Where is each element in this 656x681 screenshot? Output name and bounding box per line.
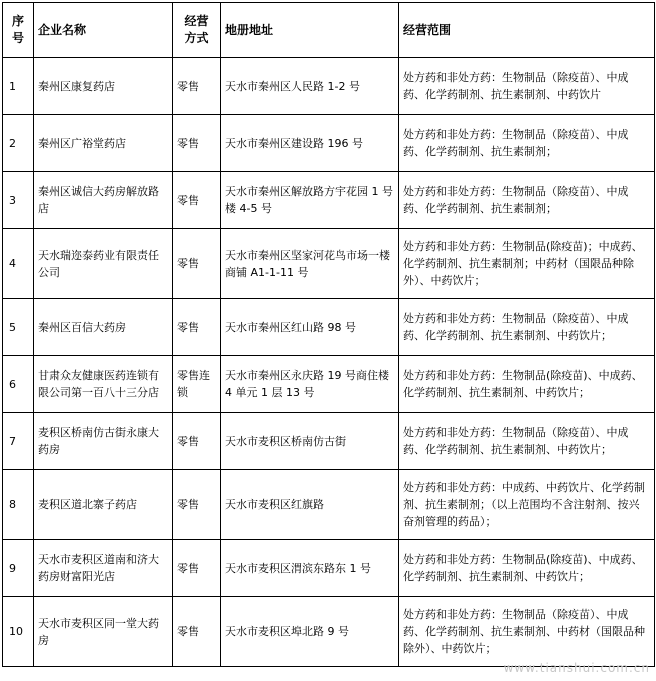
cell-name: 秦州区广裕堂药店 (34, 115, 173, 172)
cell-mode: 零售 (173, 58, 221, 115)
table-row (3, 470, 655, 540)
table-row (3, 413, 655, 470)
cell-scope: 处方药和非处方药：生物制品（除疫苗）、中成药、化学药制剂、抗生素制剂、中药饮片； (399, 413, 655, 470)
header-row (3, 3, 655, 58)
cell-no: 7 (3, 413, 34, 470)
pharmacy-table (2, 2, 655, 667)
cell-scope: 处方药和非处方药：生物制品（除疫苗）、中成药、化学药制剂、抗生素制剂、中药饮片； (399, 299, 655, 356)
cell-no: 6 (3, 356, 34, 413)
cell-no: 2 (3, 115, 34, 172)
table-row (3, 229, 655, 299)
table-row (3, 299, 655, 356)
cell-no: 4 (3, 229, 34, 299)
table-row (3, 540, 655, 597)
cell-scope: 处方药和非处方药：生物制品(除疫苗)；中成药、化学药制剂、抗生素制剂；中药材（国限品种除外）、中药饮片； (399, 229, 655, 299)
cell-no: 3 (3, 172, 34, 229)
cell-scope: 处方药和非处方药：生物制品(除疫苗)、中成药、化学药制剂、抗生素制剂、中药饮片； (399, 540, 655, 597)
cell-address: 天水市麦积区桥南仿古街 (221, 413, 399, 470)
cell-mode: 零售连锁 (173, 356, 221, 413)
cell-mode: 零售 (173, 299, 221, 356)
cell-no: 5 (3, 299, 34, 356)
cell-name: 天水市麦积区道南和济大药房财富阳光店 (34, 540, 173, 597)
cell-mode: 零售 (173, 172, 221, 229)
header-mode: 经营 方式 (173, 3, 221, 58)
cell-scope: 处方药和非处方药：生物制品（除疫苗）、中成药、化学药制剂、抗生素制剂； (399, 115, 655, 172)
cell-scope: 处方药和非处方药：生物制品(除疫苗)、中成药、化学药制剂、抗生素制剂、中药饮片； (399, 356, 655, 413)
cell-address: 天水市秦州区坚家河花鸟市场一楼商铺 A1-1-11 号 (221, 229, 399, 299)
cell-mode: 零售 (173, 540, 221, 597)
header-name: 企业名称 (34, 3, 173, 58)
cell-scope: 处方药和非处方药：生物制品（除疫苗）、中成药、化学药制剂、抗生素制剂； (399, 172, 655, 229)
table-row (3, 58, 655, 115)
cell-mode: 零售 (173, 115, 221, 172)
header-no: 序 号 (3, 3, 34, 58)
cell-scope: 处方药和非处方药：中成药、中药饮片、化学药制剂、抗生素制剂；（以上范围均不含注射剂、按兴奋剂管理的药品）； (399, 470, 655, 540)
site-watermark: www.tianshui.com.cn (503, 661, 650, 675)
cell-scope: 处方药和非处方药：生物制品（除疫苗）、中成药、化学药制剂、抗生素制剂、中药材（国限品种除外）、中药饮片； (399, 597, 655, 667)
cell-name: 麦积区桥南仿古街永康大药房 (34, 413, 173, 470)
cell-no: 1 (3, 58, 34, 115)
table-row (3, 172, 655, 229)
cell-name: 甘肃众友健康医药连锁有限公司第一百八十三分店 (34, 356, 173, 413)
cell-scope: 处方药和非处方药：生物制品（除疫苗）、中成药、化学药制剂、抗生素制剂、中药饮片 (399, 58, 655, 115)
cell-mode: 零售 (173, 597, 221, 667)
cell-no: 10 (3, 597, 34, 667)
cell-address: 天水市秦州区永庆路 19 号商住楼 4 单元 1 层 13 号 (221, 356, 399, 413)
header-address: 地册地址 (221, 3, 399, 58)
table-row (3, 115, 655, 172)
cell-address: 天水市麦积区渭滨东路东 1 号 (221, 540, 399, 597)
cell-address: 天水市秦州区人民路 1-2 号 (221, 58, 399, 115)
cell-name: 秦州区百信大药房 (34, 299, 173, 356)
cell-mode: 零售 (173, 413, 221, 470)
table-row (3, 356, 655, 413)
cell-no: 9 (3, 540, 34, 597)
cell-name: 麦积区道北寨子药店 (34, 470, 173, 540)
cell-address: 天水市麦积区埠北路 9 号 (221, 597, 399, 667)
header-scope: 经营范围 (399, 3, 655, 58)
cell-address: 天水市秦州区建设路 196 号 (221, 115, 399, 172)
cell-address: 天水市秦州区解放路方宇花园 1 号楼 4-5 号 (221, 172, 399, 229)
cell-mode: 零售 (173, 229, 221, 299)
cell-no: 8 (3, 470, 34, 540)
cell-name: 秦州区康复药店 (34, 58, 173, 115)
cell-address: 天水市麦积区红旗路 (221, 470, 399, 540)
cell-address: 天水市秦州区红山路 98 号 (221, 299, 399, 356)
cell-mode: 零售 (173, 470, 221, 540)
cell-name: 天水瑞迩泰药业有限责任公司 (34, 229, 173, 299)
cell-name: 秦州区诚信大药房解放路店 (34, 172, 173, 229)
cell-name: 天水市麦积区同一堂大药房 (34, 597, 173, 667)
table-row (3, 597, 655, 667)
